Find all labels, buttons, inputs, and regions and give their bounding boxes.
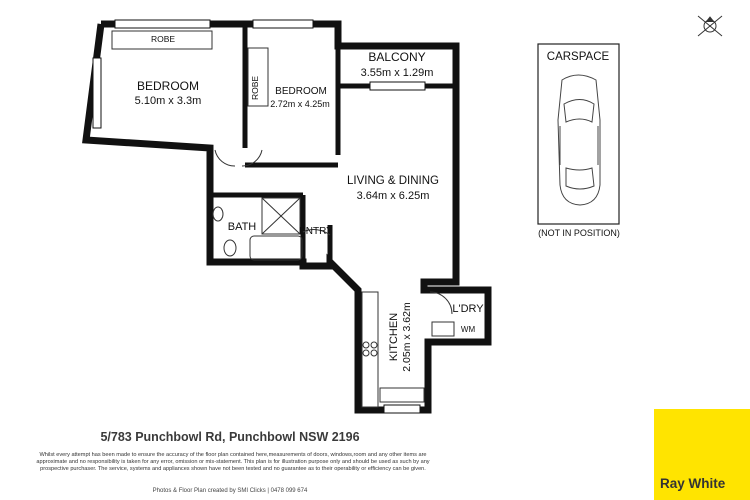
carspace-title: CARSPACE — [546, 51, 610, 63]
entry-label: ENTRY — [299, 226, 333, 237]
balcony-size: 3.55m x 1.29m — [360, 67, 434, 79]
brand-logo[interactable] — [654, 409, 750, 500]
bedroom1-size: 5.10m x 3.3m — [134, 95, 202, 107]
wm-label: WM — [460, 325, 476, 334]
disclaimer-text: Whilst every attempt has been made to ensure the accuracy of the floor plan contained here,measurements of doors, windows,room and any other items are approximate and no responsibility is taken for any error, omission or mis-statement. This plan is for illustration purpose only and should be used as such by any prospective purchaser. The service, systems and appliances shown have not been tested and no guarantee as to their operability or efficiency can be given. — [36, 452, 430, 472]
bedroom2-size: 2.72m x 4.25m — [270, 99, 330, 109]
kitchen-size: 2.05m x 3.62m — [401, 302, 413, 372]
kitchen-name: KITCHEN — [388, 312, 400, 362]
balcony-name: BALCONY — [368, 50, 426, 64]
car-icon — [558, 75, 600, 205]
bedroom1-name: BEDROOM — [136, 79, 200, 93]
bath-fixtures — [213, 198, 302, 260]
living-size: 3.64m x 6.25m — [356, 190, 430, 202]
brand-name: Ray White — [660, 476, 726, 491]
compass-icon — [698, 16, 722, 36]
photo-credit: Photos & Floor Plan created by SMI Clicks | 0478 099 674 — [152, 488, 308, 494]
carspace-box — [538, 44, 619, 224]
property-address: 5/783 Punchbowl Rd, Punchbowl NSW 2196 — [100, 430, 360, 444]
living-name: LIVING & DINING — [346, 175, 440, 187]
bedroom2-name: BEDROOM — [275, 86, 327, 97]
robe-label-2: ROBE — [250, 75, 260, 101]
laundry-label: L'DRY — [452, 303, 484, 315]
carspace-note: (NOT IN POSITION) — [538, 228, 620, 238]
robe-label-1: ROBE — [150, 34, 176, 44]
bath-label: BATH — [227, 221, 257, 233]
